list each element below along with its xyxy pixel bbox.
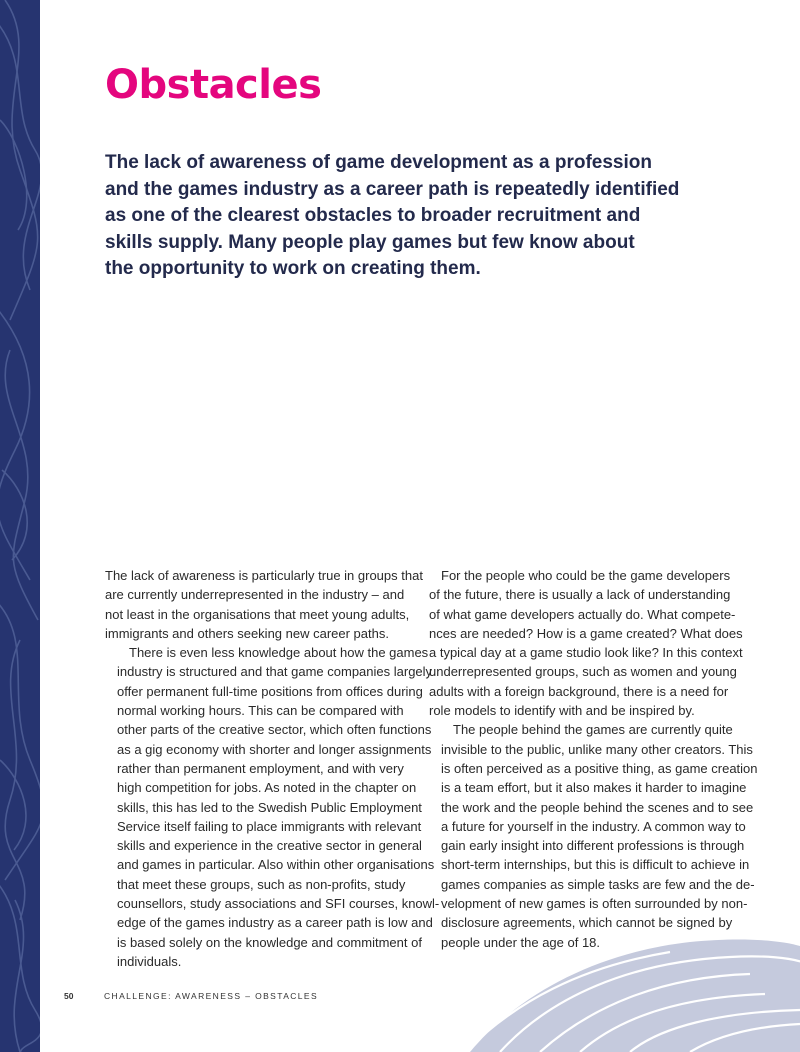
body-paragraph (429, 566, 747, 720)
text-line: invisible to the public, unlike many other creators. This (441, 741, 753, 757)
section-label: CHALLENGE: AWARENESS – OBSTACLES (104, 991, 319, 1001)
lead-line: skills supply. Many people play games but few know about (105, 231, 635, 253)
text-line: are currently underrepresented in the industry – and (105, 587, 405, 603)
text-line: high competition for jobs. As noted in the chapter on (117, 780, 417, 796)
text-line: that meet these groups, such as non-profits, study (117, 876, 406, 892)
body-paragraph (105, 643, 440, 971)
text-line: and games in particular. Also within other organisations (117, 857, 435, 873)
decorative-sidebar (0, 0, 40, 1052)
text-line: The people behind the games are currently quite (453, 722, 733, 738)
swirl-pattern-graphic (0, 0, 40, 1052)
text-line: a future for yourself in the industry. A common way to (441, 818, 746, 834)
decorative-corner-swirl (430, 922, 800, 1052)
text-line: is a team effort, but it also makes it harder to imagine (441, 780, 747, 796)
text-line: normal working hours. This can be compared with (117, 703, 404, 719)
text-line: underrepresented groups, such as women and young (429, 664, 737, 680)
text-line: individuals. (117, 953, 182, 969)
text-line: skills, this has led to the Swedish Public Employment (117, 799, 422, 815)
text-line: industry is structured and that game companies largely (117, 664, 433, 680)
text-line: not least in the organisations that meet young adults, (105, 606, 410, 622)
lead-line: the opportunity to work on creating them. (105, 258, 481, 279)
text-line: as a gig economy with shorter and longer assignments (117, 741, 432, 757)
page-number: 50 (64, 991, 74, 1001)
text-line: is based solely on the knowledge and commitment of (117, 934, 422, 950)
text-line: Service itself failing to place immigrants with relevant (117, 818, 422, 834)
text-line: adults with a foreign background, there is a need for (429, 683, 729, 699)
text-line: a typical day at a game studio look like? In this context (429, 645, 743, 661)
text-line: edge of the games industry as a career path is low and (117, 915, 433, 931)
lead-paragraph (105, 150, 680, 283)
text-line: gain early insight into different professions is through (441, 838, 745, 854)
text-line: counsellors, study associations and SFI courses, knowl- (117, 896, 440, 912)
body-column-left (105, 566, 440, 971)
body-column-right (429, 566, 758, 952)
text-line: There is even less knowledge about how the games (129, 645, 429, 661)
page-title: Obstacles (105, 62, 322, 108)
text-line: skills and experience in the creative sector in general (117, 838, 422, 854)
text-line: other parts of the creative sector, which often functions (117, 722, 432, 738)
text-line: immigrants and others seeking new career paths. (105, 625, 389, 641)
lead-line: The lack of awareness of game development as a profession (105, 152, 652, 173)
text-line: rather than permanent employment, and with very (117, 760, 404, 776)
text-line: of the future, there is usually a lack of understanding (429, 587, 731, 603)
text-line: is often perceived as a positive thing, as game creation (441, 760, 758, 776)
body-paragraph (105, 566, 423, 643)
text-line: offer permanent full-time positions from offices during (117, 683, 423, 699)
page-footer (64, 991, 319, 1001)
text-line: nces are needed? How is a game created? What does (429, 625, 743, 641)
text-line: games companies as simple tasks are few and the de- (441, 876, 755, 892)
text-line: people under the age of 18. (441, 934, 601, 950)
text-line: short-term internships, but this is difficult to achieve in (441, 857, 750, 873)
lead-line: as one of the clearest obstacles to broader recruitment and (105, 205, 641, 226)
text-line: the work and the people behind the scenes and to see (441, 799, 754, 815)
text-line: of what game developers actually do. What compete- (429, 606, 736, 622)
text-line: disclosure agreements, which cannot be signed by (441, 915, 733, 931)
text-line: role models to identify with and be inspired by. (429, 703, 695, 719)
text-line: The lack of awareness is particularly true in groups that (105, 568, 423, 583)
text-line: For the people who could be the game developers (441, 568, 731, 583)
lead-line: and the games industry as a career path is repeatedly identified (105, 178, 680, 200)
text-line: velopment of new games is often surrounded by non- (441, 896, 748, 912)
body-paragraph (429, 720, 758, 952)
